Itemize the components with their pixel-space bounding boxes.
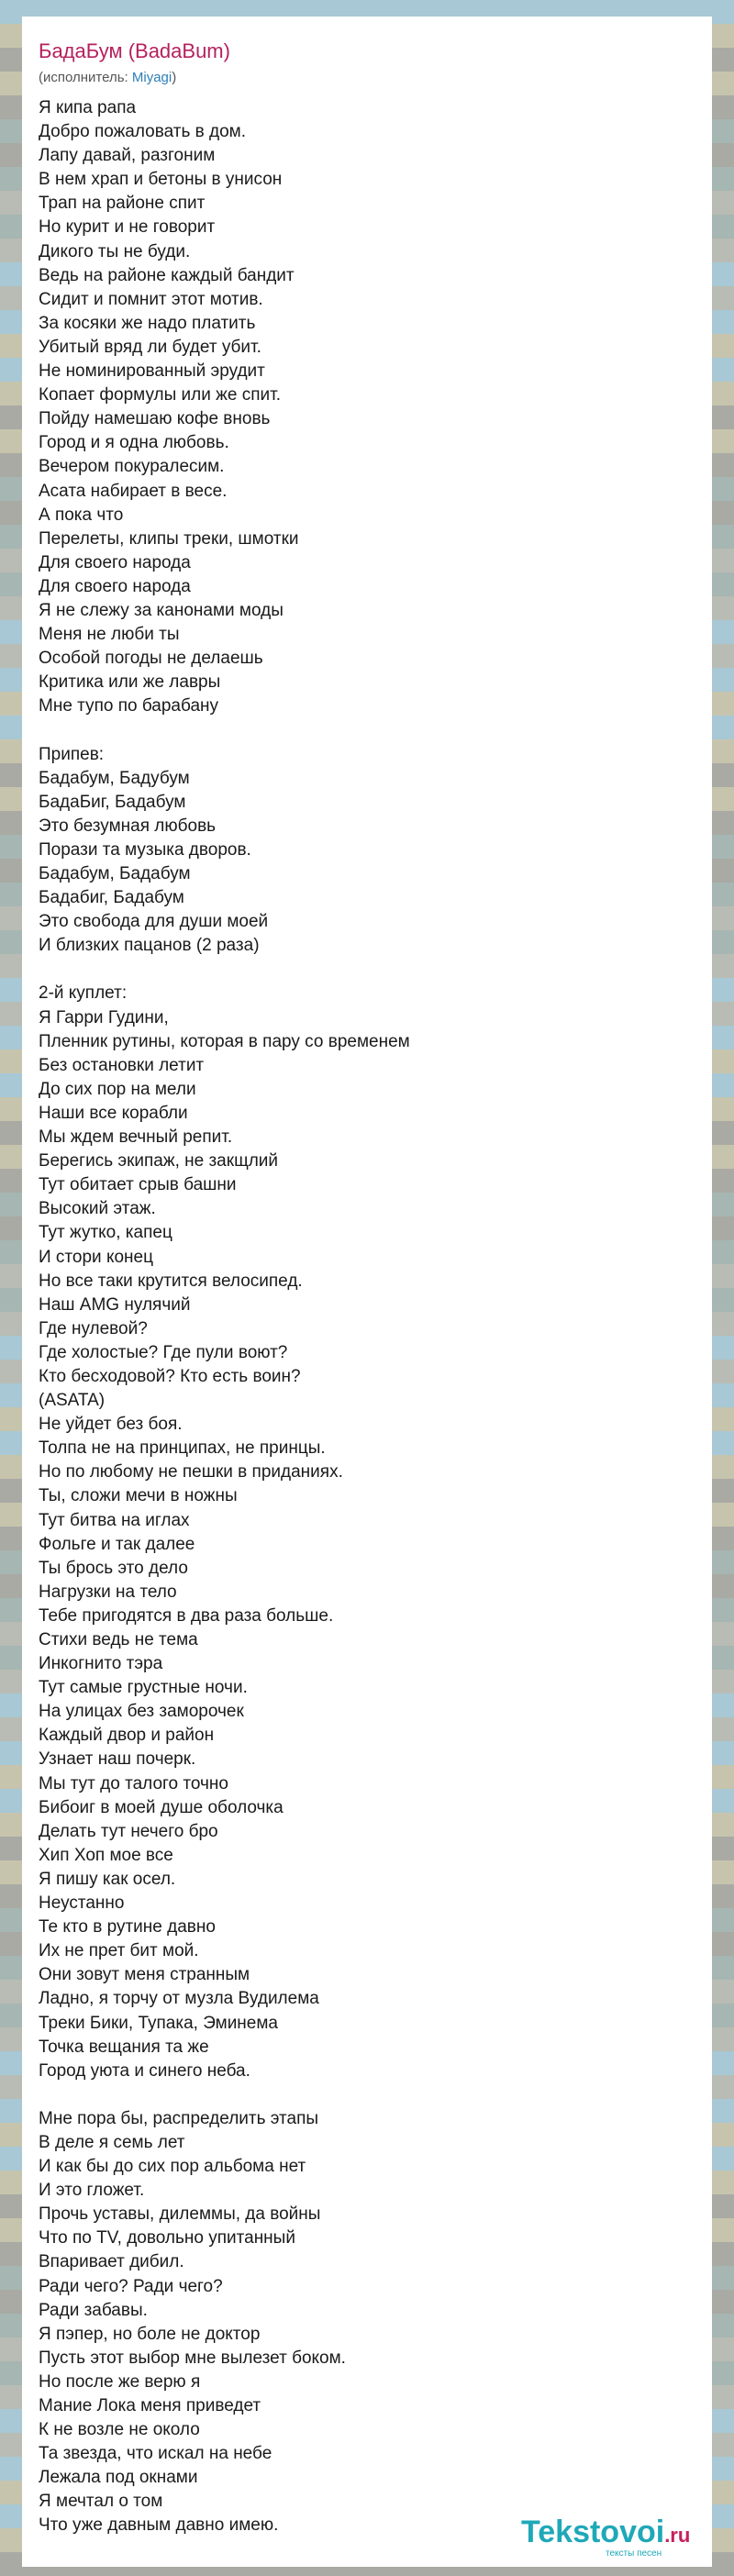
artist-link[interactable]: Miyagi (131, 70, 172, 85)
lyric-line: Дикого ты не буди. (39, 241, 191, 261)
lyric-line: Хип Хоп мое все (39, 1845, 173, 1865)
artist-prefix: (исполнитель: (39, 70, 132, 85)
lyric-line: Бадабиг, Бадабум (39, 888, 184, 908)
lyric-line: Это безумная любовь (39, 816, 217, 836)
song-title: БадаБум (BadaBum) (39, 39, 230, 62)
lyric-line: Та звезда, что искал на небе (39, 2444, 272, 2464)
logo-tld: .ru (664, 2524, 691, 2547)
lyrics-page (22, 17, 712, 2567)
lyric-line: Убитый вряд ли будет убит. (39, 337, 261, 357)
lyric-line: Нагрузки на тело (39, 1582, 177, 1602)
lyric-line: Но после же верю я (39, 2371, 201, 2392)
lyric-line: Бибоиг в моей душе оболочка (39, 1797, 284, 1817)
lyric-line: Я кипа рапа (39, 98, 137, 117)
lyric-line: Добро пожаловать в дом. (39, 122, 247, 142)
lyric-line: На улицах без заморочек (39, 1702, 244, 1722)
lyric-line: Лапу давай, разгоним (39, 146, 216, 166)
lyric-line: И стори конец (39, 1247, 153, 1267)
lyric-line: Без остановки летит (39, 1055, 205, 1075)
lyric-line: Бадабум, Бадубум (39, 768, 190, 788)
lyric-line: Это свобода для души моей (39, 912, 269, 932)
lyric-line: Берегись экипаж, не закщлий (39, 1151, 279, 1171)
lyric-line: К не возле не около (39, 2420, 200, 2440)
lyric-line: В деле я семь лет (39, 2132, 185, 2152)
lyric-line: Наш AMG нулячий (39, 1294, 191, 1315)
lyric-line: Делать тут нечего бро (39, 1821, 218, 1841)
lyric-line: Мы ждем вечный репит. (39, 1127, 233, 1148)
lyric-line: Не уйдет без боя. (39, 1415, 183, 1435)
lyric-line: И как бы до сих пор альбома нет (39, 2157, 306, 2177)
lyrics-text (39, 96, 699, 2538)
lyric-line: Треки Бики, Тупака, Эминема (39, 2013, 278, 2033)
lyric-line: Те кто в рутине давно (39, 1917, 216, 1938)
artist-line (39, 68, 176, 88)
lyric-line: Пленник рутины, которая в пару со временем (39, 1031, 410, 1051)
lyric-line: Фольге и так далее (39, 1534, 195, 1554)
lyric-line: Тебе пригодятся в два раза больше. (39, 1605, 334, 1626)
lyric-line: Вечером покуралесим. (39, 457, 225, 477)
lyric-line: Припев: (39, 744, 105, 764)
lyric-line: Мне тупо по барабану (39, 696, 219, 716)
lyric-line: Для своего народа (39, 576, 191, 596)
lyric-line: Мне пора бы, распределить этапы (39, 2108, 319, 2128)
lyric-line: Ты брось это дело (39, 1558, 188, 1578)
lyric-line: Тут самые грустные ночи. (39, 1678, 248, 1698)
lyric-line: Но по любому не пешки в приданиях. (39, 1462, 343, 1482)
lyric-line: Ведь на районе каждый бандит (39, 265, 295, 285)
logo-tagline: тексты песен (606, 2548, 662, 2559)
lyric-line: Инкогнито тэра (39, 1654, 163, 1674)
lyric-line: И это гложет. (39, 2181, 145, 2201)
logo-name: Tekstovoi (521, 2515, 665, 2549)
lyric-line: Ради чего? Ради чего? (39, 2276, 223, 2296)
lyric-line: Узнает наш почерк. (39, 1749, 196, 1770)
lyric-line: В нем храп и бетоны в унисон (39, 170, 283, 190)
lyric-line: Каждый двор и район (39, 1726, 215, 1746)
lyric-line: БадаБиг, Бадабум (39, 792, 186, 812)
lyric-line: Их не прет бит мой. (39, 1941, 199, 1961)
lyric-line: Но курит и не говорит (39, 217, 216, 238)
lyric-line: Тут обитает срыв башни (39, 1175, 237, 1195)
lyric-line: Прочь уставы, дилеммы, да войны (39, 2204, 321, 2225)
lyric-line: Высокий этаж. (39, 1199, 156, 1219)
lyric-line: Перелеты, клипы треки, шмотки (39, 528, 299, 549)
lyric-line: Впаривает дибил. (39, 2252, 184, 2272)
artist-suffix: ) (172, 70, 177, 85)
lyric-line: Ты, сложи мечи в ножны (39, 1486, 238, 1506)
lyric-line: Я Гарри Гудини, (39, 1007, 169, 1027)
blank-line (39, 2083, 699, 2107)
lyric-line: Трап на районе спит (39, 194, 206, 214)
lyric-line: Город и я одна любовь. (39, 433, 229, 453)
blank-line (39, 718, 699, 742)
lyric-line: Толпа не на принципах, не принцы. (39, 1438, 326, 1459)
lyric-line: Для своего народа (39, 552, 191, 572)
lyric-line: Город уюта и синего неба. (39, 2060, 250, 2081)
lyric-line: Тут битва на иглах (39, 1510, 190, 1530)
lyric-line: Наши все корабли (39, 1103, 188, 1123)
lyric-line: Пойду намешаю кофе вновь (39, 409, 271, 429)
lyric-line: Бадабум, Бадабум (39, 864, 191, 883)
lyric-line: Где холостые? Где пули воют? (39, 1342, 288, 1362)
lyric-line: До сих пор на мели (39, 1079, 196, 1099)
lyric-line: Меня не люби ты (39, 625, 180, 645)
lyric-line: Порази та музыка дворов. (39, 839, 251, 860)
lyric-line: Пусть этот выбор мне вылезет боком. (39, 2348, 346, 2368)
lyric-line: За косяки же надо платить (39, 313, 256, 333)
lyric-line: Сидит и помнит этот мотив. (39, 289, 263, 309)
site-logo[interactable] (521, 2514, 705, 2558)
lyric-line: Кто бесходовой? Кто есть воин? (39, 1366, 301, 1386)
lyric-line: Мы тут до талого точно (39, 1773, 228, 1793)
lyric-line: А пока что (39, 505, 124, 525)
lyric-line: Я пишу как осел. (39, 1869, 176, 1889)
lyric-line: Критика или же лавры (39, 672, 221, 693)
lyric-line: Что по TV, довольно упитанный (39, 2228, 295, 2248)
lyric-line: Тут жутко, капец (39, 1223, 172, 1243)
lyric-line: Асата набирает в весе. (39, 481, 228, 501)
lyric-line: Мание Лока меня приведет (39, 2396, 261, 2415)
lyric-line: 2-й куплет: (39, 983, 128, 1004)
blank-line (39, 958, 699, 982)
lyric-line: Неустанно (39, 1893, 125, 1914)
lyric-line: Особой погоды не делаешь (39, 649, 263, 669)
lyric-line: Что уже давным давно имею. (39, 2515, 279, 2536)
lyric-line: Ради забавы. (39, 2300, 148, 2320)
lyric-line: Я пэпер, но боле не доктор (39, 2324, 261, 2344)
lyric-line: Копает формулы или же спит. (39, 385, 281, 405)
lyric-line: Лежала под окнами (39, 2468, 198, 2488)
lyric-line: Они зовут меня странным (39, 1965, 250, 1985)
lyric-line: Где нулевой? (39, 1318, 148, 1338)
lyric-line: Ладно, я торчу от музла Вудилема (39, 1989, 319, 2009)
lyric-line: Но все таки крутится велосипед. (39, 1271, 303, 1291)
lyric-line: Я мечтал о том (39, 2492, 163, 2512)
lyric-line: Точка вещания та же (39, 2037, 209, 2057)
lyric-line: (ASATA) (39, 1391, 106, 1411)
lyric-line: Не номинированный эрудит (39, 361, 265, 382)
lyric-line: Я не слежу за канонами моды (39, 600, 284, 620)
lyric-line: И близких пацанов (2 раза) (39, 936, 260, 956)
lyric-line: Стихи ведь не тема (39, 1630, 198, 1649)
